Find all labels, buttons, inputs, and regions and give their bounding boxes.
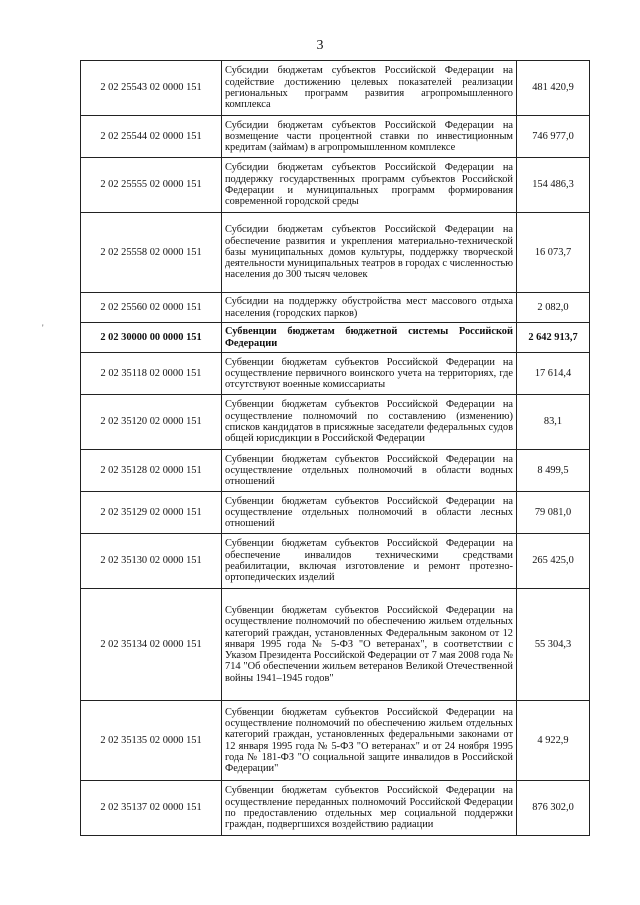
amount-cell: 481 420,9 <box>517 61 590 116</box>
description-cell: Субсидии на поддержку обустройства мест массового отдыха населения (городских парков) <box>222 293 517 323</box>
budget-code-cell: 2 02 25543 02 0000 151 <box>81 61 222 116</box>
budget-code-cell: 2 02 35137 02 0000 151 <box>81 781 222 836</box>
budget-code-cell: 2 02 30000 00 0000 151 <box>81 323 222 353</box>
budget-table-body <box>81 61 590 836</box>
amount-cell: 8 499,5 <box>517 450 590 492</box>
budget-code-cell: 2 02 35135 02 0000 151 <box>81 701 222 781</box>
budget-code-cell: 2 02 25544 02 0000 151 <box>81 116 222 158</box>
margin-mark: ' <box>42 323 44 333</box>
budget-code-cell: 2 02 35128 02 0000 151 <box>81 450 222 492</box>
table-row <box>81 213 590 293</box>
budget-code-cell: 2 02 35130 02 0000 151 <box>81 534 222 589</box>
description-cell: Субвенции бюджетам субъектов Российской Федерации на обеспечение инвалидов техническими средствами реабилитации, включая изготовление и ремонт протезно-ортопедических изделий <box>222 534 517 589</box>
description-cell: Субвенции бюджетам субъектов Российской Федерации на осуществление отдельных полномочий в области водных отношений <box>222 450 517 492</box>
budget-code-cell: 2 02 35118 02 0000 151 <box>81 353 222 395</box>
table-row <box>81 116 590 158</box>
table-row <box>81 701 590 781</box>
table-row <box>81 450 590 492</box>
table-row <box>81 781 590 836</box>
table-row-total <box>81 323 590 353</box>
description-cell: Субвенции бюджетам субъектов Российской Федерации на осуществление полномочий по обеспечению жильем отдельных категорий граждан, установленных Федеральным законом от 12 января 1995 года № 5-ФЗ "О ветеранах", в соответствии с Указом Президента Российской Федерации от 7 мая 2008 года № 714 "Об обеспечении жильем ветеранов Великой Отечественной войны 1941–1945 годов" <box>222 589 517 701</box>
budget-code-cell: 2 02 35120 02 0000 151 <box>81 395 222 450</box>
table-row <box>81 492 590 534</box>
budget-table <box>80 60 590 836</box>
table-row <box>81 395 590 450</box>
table-row <box>81 293 590 323</box>
table-row <box>81 353 590 395</box>
description-cell: Субвенции бюджетам субъектов Российской Федерации на осуществление переданных полномочий Российской Федерации по предоставлению отдельных мер социальной поддержки граждан, подвергшихся воздействию радиации <box>222 781 517 836</box>
description-cell: Субвенции бюджетам субъектов Российской Федерации на осуществление полномочий по обеспечению жильем отдельных категорий граждан, установленных федеральными законами от 12 января 1995 года № 5-ФЗ "О ветеранах" и от 24 ноября 1995 года № 181-ФЗ "О социальной защите инвалидов в Российской Федерации" <box>222 701 517 781</box>
description-cell: Субсидии бюджетам субъектов Российской Федерации на поддержку государственных программ субъектов Российской Федерации и муниципальных программ формирования современной городской среды <box>222 158 517 213</box>
description-cell: Субвенции бюджетам субъектов Российской Федерации на осуществление полномочий по составлению (изменению) списков кандидатов в присяжные заседатели федеральных судов общей юрисдикции в Российской Федерации <box>222 395 517 450</box>
amount-cell: 17 614,4 <box>517 353 590 395</box>
table-row <box>81 158 590 213</box>
budget-code-cell: 2 02 25558 02 0000 151 <box>81 213 222 293</box>
amount-cell: 55 304,3 <box>517 589 590 701</box>
description-cell: Субвенции бюджетам субъектов Российской Федерации на осуществление первичного воинского учета на территориях, где отсутствуют военные комиссариаты <box>222 353 517 395</box>
amount-cell: 2 082,0 <box>517 293 590 323</box>
budget-code-cell: 2 02 25560 02 0000 151 <box>81 293 222 323</box>
description-cell: Субсидии бюджетам субъектов Российской Федерации на содействие достижению целевых показателей реализации региональных программ развития агропромышленного комплекса <box>222 61 517 116</box>
amount-cell: 154 486,3 <box>517 158 590 213</box>
description-cell: Субсидии бюджетам субъектов Российской Федерации на обеспечение развития и укрепления материально-технической базы муниципальных домов культуры, поддержку творческой деятельности муниципальных театров в городах с численностью населения до 300 тысяч человек <box>222 213 517 293</box>
amount-cell: 83,1 <box>517 395 590 450</box>
amount-cell: 16 073,7 <box>517 213 590 293</box>
budget-code-cell: 2 02 35129 02 0000 151 <box>81 492 222 534</box>
description-cell: Субсидии бюджетам субъектов Российской Федерации на возмещение части процентной ставки по инвестиционным кредитам (займам) в агропромышленном комплексе <box>222 116 517 158</box>
budget-code-cell: 2 02 25555 02 0000 151 <box>81 158 222 213</box>
page-number: 3 <box>316 38 324 53</box>
amount-cell: 876 302,0 <box>517 781 590 836</box>
description-cell: Субвенции бюджетам бюджетной системы Российской Федерации <box>222 323 517 353</box>
amount-cell: 265 425,0 <box>517 534 590 589</box>
amount-cell: 2 642 913,7 <box>517 323 590 353</box>
amount-cell: 746 977,0 <box>517 116 590 158</box>
amount-cell: 79 081,0 <box>517 492 590 534</box>
amount-cell: 4 922,9 <box>517 701 590 781</box>
table-row <box>81 534 590 589</box>
budget-code-cell: 2 02 35134 02 0000 151 <box>81 589 222 701</box>
description-cell: Субвенции бюджетам субъектов Российской Федерации на осуществление отдельных полномочий в области лесных отношений <box>222 492 517 534</box>
table-row <box>81 589 590 701</box>
table-row <box>81 61 590 116</box>
